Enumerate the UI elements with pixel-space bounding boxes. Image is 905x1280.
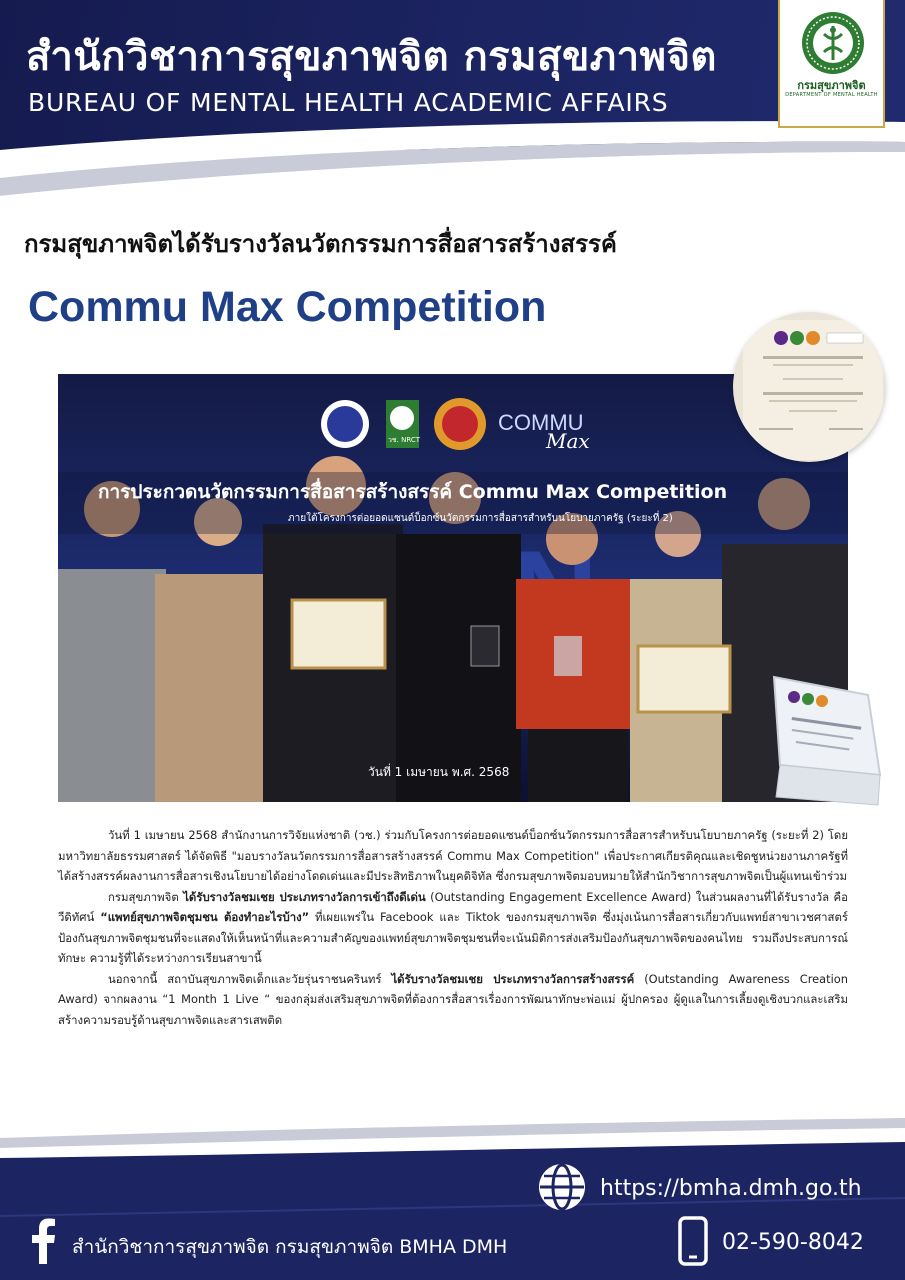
certificate-inset bbox=[733, 312, 885, 462]
certificate-frame-2 bbox=[638, 646, 730, 712]
stage-date-text: วันที่ 1 เมษายน พ.ศ. 2568 bbox=[368, 765, 510, 779]
stage-logo-nrct-label: วช. NRCT bbox=[387, 436, 421, 444]
stage-logo-max: Max bbox=[546, 429, 590, 453]
glass-trophy-icon bbox=[766, 655, 896, 810]
headline-english: Commu Max Competition bbox=[28, 283, 547, 331]
stage-banner-line1: การประกวดนวัตกรรมการสื่อสารสร้างสรรค์ Commu Max Competition bbox=[98, 481, 728, 503]
logo-text: กรมสุขภาพจิต bbox=[797, 79, 866, 92]
certificate-frame-1 bbox=[292, 600, 385, 668]
stage-banner-line2: ภายใต้โครงการต่อยอดแซนด์บ็อกซ์นวัตกรรมการสื่อสารสำหรับนโยบายภาครัฐ (ระยะที่ 2) bbox=[288, 513, 673, 524]
article-paragraph-2: กรมสุขภาพจิต ได้รับรางวัลชมเชย ประเภทรางวัลการเข้าถึงดีเด่น (Outstanding Engagement Excellence Award) ในส่วนผลงานที่ได้รับรางวัล คือ วีดิทัศน์ “แพทย์สุขภาพจิตชุมชน ต้องทำอะไรบ้าง” ที่เผยแพร่ใน Facebook และ Tiktok ของกรมสุขภาพจิต ซึ่งมุ่งเน้นการสื่อสารเกี่ยวกับแพทย์สาขาเวชศาสตร์ป้องกันสุขภาพจิตชุมชนที่จะแสดงให้เห็นหน้าที่และความสำคัญของแพทย์สุขภาพจิตชุมชนที่จะเน้นมิติการส่งเสริมป้องกันสุขภาพจิตของคนไทย รวมถึงประสบการณ์ ทักษะ ความรู้ที่ได้ระหว่างการเรียนสาขานี้ bbox=[58, 889, 848, 965]
globe-icon bbox=[536, 1161, 588, 1213]
headline-thai: กรมสุขภาพจิตได้รับรางวัลนวัตกรรมการสื่อสารสร้างสรรค์ bbox=[24, 230, 617, 258]
ceremony-photo-illustration bbox=[58, 374, 848, 802]
website-link[interactable]: https://bmha.dmh.go.th bbox=[600, 1176, 862, 1201]
phone-number[interactable]: 02-590-8042 bbox=[722, 1230, 864, 1255]
facebook-page-label[interactable]: สำนักวิชาการสุขภาพจิต กรมสุขภาพจิต BMHA DMH bbox=[72, 1236, 508, 1258]
org-name-english: BUREAU OF MENTAL HEALTH ACADEMIC AFFAIRS bbox=[28, 88, 669, 117]
trophy-inset bbox=[766, 655, 896, 810]
org-name-thai: สำนักวิชาการสุขภาพจิต กรมสุขภาพจิต bbox=[26, 34, 717, 80]
article-paragraph-3: นอกจากนี้ สถาบันสุขภาพจิตเด็กและวัยรุ่นราชนครินทร์ ได้รับรางวัลชมเชย ประเภทรางวัลการสร้างสรรค์ (Outstanding Awareness Creation Award) จากผลงาน “1 Month 1 Live “ ของกลุ่มส่งเสริมสุขภาพจิตที่ต้องการสื่อสารเรื่องการพัฒนาทักษะพ่อแม่ ผู้ปกครอง ผู้ดูแลในการเลี้ยงดูเชิงบวกและเสริมสร้างความรอบรู้ด้านสุขภาพจิตและสารเสพติด bbox=[58, 971, 848, 1027]
article-paragraph-1: วันที่ 1 เมษายน 2568 สำนักงานการวิจัยแห่งชาติ (วช.) ร่วมกับโครงการต่อยอดแซนด์บ็อกซ์นวัตกรรมการสื่อสารสำหรับนโยบายภาครัฐ (ระยะที่ 2) โดยมหาวิทยาลัยธรรมศาสตร์ ได้จัดพิธี "มอบรางวัลนวัตกรรมการสื่อสารสร้างสรรค์ Commu Max Competition" เพื่อประกาศเกียรติคุณและเชิดชูหน่วยงานภาครัฐที่ได้สร้างสรรค์ผลงานการสื่อสารเชิงนโยบายได้อย่างโดดเด่นและมีประสิทธิภาพในยุคดิจิทัล ซึ่งกรมสุขภาพจิตมอบหมายให้สำนักวิชาการสุขภาพจิตเป็นผู้แทนเข้าร่วม bbox=[58, 828, 848, 883]
award-ceremony-photo bbox=[58, 374, 848, 802]
certificate-illustration bbox=[733, 312, 885, 462]
article-body bbox=[58, 825, 848, 1030]
stage-logo-commu: COMMU bbox=[498, 410, 584, 435]
facebook-icon bbox=[28, 1216, 58, 1264]
header-banner bbox=[0, 0, 905, 205]
department-seal-icon bbox=[800, 10, 866, 76]
logo-subtext: DEPARTMENT OF MENTAL HEALTH bbox=[785, 92, 878, 98]
mobile-phone-icon bbox=[676, 1216, 710, 1266]
department-logo bbox=[778, 0, 885, 128]
